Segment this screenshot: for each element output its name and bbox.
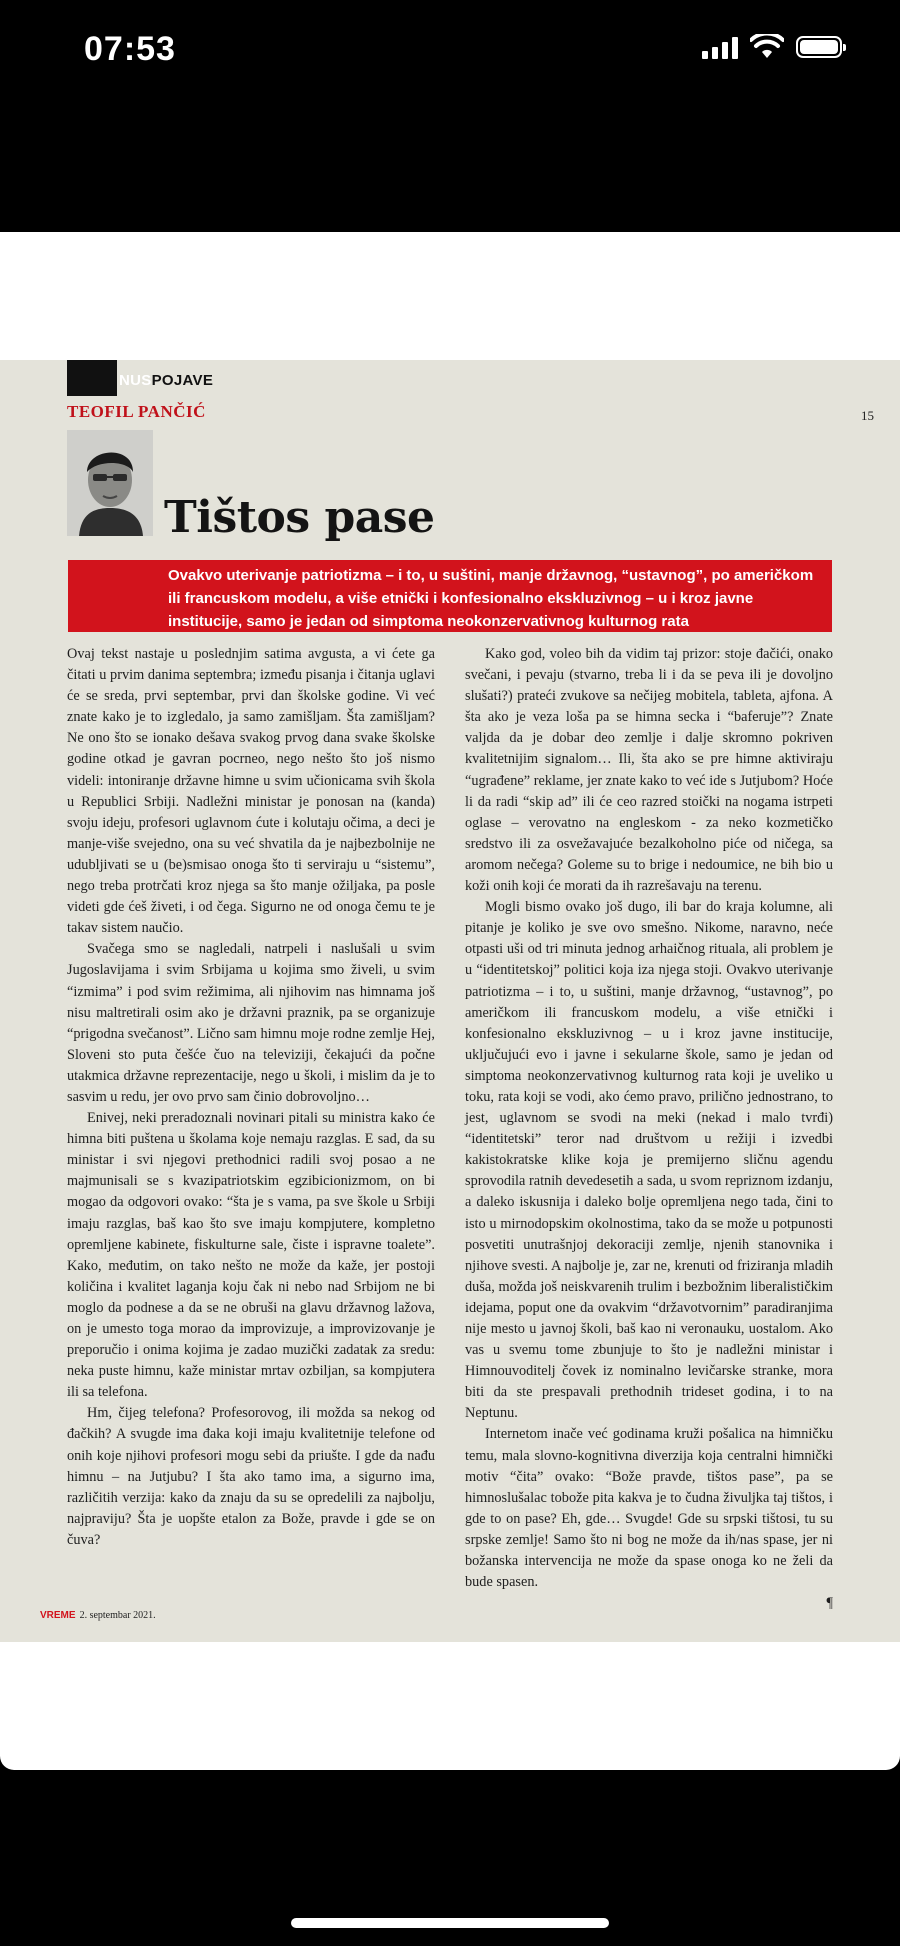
status-bar bbox=[0, 0, 900, 100]
article-lede: Ovakvo uterivanje patriotizma – i to, u suštini, manje državnog, “ustavnog”, po američkom ili francuskom modelu, a više etnički i konfesionalno ekskluzivnog – u i kroz javne institucije, samo je jedan od simptoma neokonzervativnog kulturnog rata bbox=[68, 560, 832, 632]
home-indicator[interactable] bbox=[291, 1918, 609, 1928]
document-sheet bbox=[0, 232, 900, 1770]
paragraph: Enivej, neki preradoznali novinari pitali su ministra kako će himna biti puštena u školama koje nemaju razglas. E sad, da su ministar i svi njegovi prethodnici radili svoj posao a ne majmunisali se s kvazipatriotskim egzibicionizmom, on bi mogao da odgovori ovako: “šta je s vama, pa sve škole u Srbiji imaju razglas, baš kao što sve imaju kompjutere, kompletno opremljene kabinete, fiskulturne sale, čiste i ispravne toalete”. Kako, međutim, on tako nešto ne može da kaže, jer postoji količina i kvalitet laganja koju čak ni nebo nad Srbijom ne bi moglo da podnese a da se ne obruši na glavu državnog lažova, on je umesto toga morao da improvizuje, a improvizovanje je preporučio i onima kojima je zadao muzički zadatak za sredu: neka puste himnu, kaže ministar mrtav ozbiljan, sa kompjutera ili sa telefona. bbox=[67, 1110, 435, 1401]
paragraph: Mogli bismo ovako još dugo, ili bar do kraja kolumne, ali pitanje je koliko je sve ovo smešno. Nikome, naravno, neće otpasti uši od tri minuta jednog arhaičnog rituala, ali problem je u “identitetskoj” politici koja iza njega stoji. Ovakvo uterivanje patriotizma – i to, u suštini, manje državnog, “ustavnog”, po američkom ili francuskom modelu, a više etnički i konfesionalno ekskluzivnog – u i kroz javne institucije, uključujući evo i javne i sekularne škole, samo je jedan od simptoma neokonzervativnog kulturnog rata koji je uveliko u toku, rata koji se vodi, ako ćemo pravo, prilično jednostrano, to jest, uglavnom se svodi na meki (nekad i malo tvrđi) “identitetski” teror nad društvom u režiji i izvedbi kakistokratske klike koja je premijerno sličnu agendu sprovodila ratnih devedesetih a sada, u svom repriznom izdanju, a daleko iskusnija i daleko bolje opremljena nego tada, čini to isto u mirnodopskim okolnostima, tako da se može u potpunosti posvetiti unutrašnjoj dekoraciji zemlje, njenih stanovnika i njihove svesti. A najbolje je, zar ne, krenuti od friziranja mladih duša, možda još neiskvarenih trulim i bezbožnim liberalističkim idejama, poput one da ovakvim “državotvornim” paradiranjima nije mesto u javnoj školi, baš kao ni veronauku, uostalom. Ako vas u svemu tome zbunjuje to što je nadležni ministar i Himnouvoditelj čovek iz nominalno levičarske stranke, mora biti da ste prespavali prethodnih trideset godina, i to na Neptunu. bbox=[465, 899, 833, 1422]
article-title: Tištos pase bbox=[164, 492, 435, 543]
article-body bbox=[67, 644, 833, 1614]
rubric-rest: POJAVE bbox=[151, 372, 214, 389]
author-portrait bbox=[67, 430, 153, 536]
body-column-right bbox=[465, 644, 833, 1614]
status-icons bbox=[702, 34, 842, 60]
paragraph: Ovaj tekst nastaje u poslednjim satima avgusta, a vi ćete ga čitati u prvim danima septembra; između pisanja i čitanja uglavi će se sreda, prvi septembar, prvi dan školske godine. Vi već znate kako je to izgledalo, ja samo zamišljam. Šta zamišljam? Ne ono što se ionako dešava svakog prvog dana svake školske godine otkad je gavran pocrneo, nego nešto što još nismo videli: intoniranje državne himne u svim učionicama svih škola u Republici Srbiji. Nadležni ministar je ponosan na (kanda) svoju ideju, profesori uglavnom ćute i kolutaju očima, a deci je manje-više svejedno, ona su već shvatila da je najbezbolnije ne udubljivati se u (be)smisao onoga što ti serviraju u “sistemu”, nego treba protrčati kroz njega sa što manje ožiljaka, pa posle videti gde ćeš živeti, i od čega. Sigurno ne od onoga čemu te je takav sistem naučio. bbox=[67, 646, 435, 937]
paragraph: Hm, čijeg telefona? Profesorovog, ili možda sa nekog od đačkih? A svugde ima đaka koji imaju kvalitetnije telefone od onih koje njihovi profesori mogu sebi da priušte. I gde da nađu himnu – na Jutjubu? I šta ako tamo ima, a sigurno ima, različitih verzija: kako da znaju da su se opredelili za najbolju, najpraviju? Šta je uopšte etalon za Bože, pravde i gde se on čuva? bbox=[67, 1405, 435, 1548]
paragraph: Kako god, voleo bih da vidim taj prizor: stoje đačići, onako svečani, i pevaju (stvarno, treba li i da se peva ili je dovoljno slušati?) prateći zvukove sa nečijeg mobitela, tableta, ajfona. A šta ako je veza loša pa se himna secka i “baferuje”? Znate valjda da je dobar deo zemlje i dalje skromno pokriven kvalitetnijim signalom… Ili, šta ako se pre himne aktiviraju “ugrađene” reklame, jer znate kako to već ide s Jutjubom? Hoće li da radi “skip ad” ili će ceo razred stoički na nogama istrpeti oglase – verovatno na engleskom - za neko kozmetičko sredstvo ili za osvežavajuće bezalkoholno piće od ničega, sa aromom nečega? Goleme su to brige i nedoumice, ne bih bio u koži onih koji će morati da ih razrešavaju na terenu. bbox=[465, 646, 833, 895]
paragraph: Svačega smo se nagledali, natrpeli i naslušali u svim Jugoslavijama i svim Srbijama u kojima smo živeli, u svim “izmima” i pod svim režimima, ali njihovim nas himnama još nisu maltretirali osim ako je državni praznik, pa se organizuje “prigodna svečanost”. Lično sam himnu moje rodne zemlje Hej, Sloveni sto puta češće čuo na televiziji, čekajući da počne utakmica državne reprezentacije, nego u školi, i mislim da je to sasvim u redu, jer ovo prvo sam činio dobrovoljno… bbox=[67, 941, 435, 1105]
rubric-label bbox=[119, 372, 213, 389]
rubric-prefix: NUS bbox=[119, 372, 152, 389]
footer-date: 2. septembar 2021. bbox=[79, 1610, 156, 1621]
battery-icon bbox=[796, 36, 842, 58]
page-footer bbox=[40, 1610, 156, 1621]
footer-brand: VREME bbox=[40, 1610, 76, 1621]
rubric-block bbox=[67, 360, 117, 396]
page-number: 15 bbox=[861, 408, 874, 423]
body-column-left bbox=[67, 644, 435, 1614]
wifi-icon bbox=[750, 34, 784, 60]
author-name: TEOFIL PANČIĆ bbox=[67, 402, 206, 421]
paragraph: Internetom inače već godinama kruži pošalica na himničku temu, mala slovno-kognitivna diverzija koja centralni himnički motiv “čita” ovako: “Bože pravde, tištos pase”, pa se himnoslušalac tobože pita kakva je to čudna živuljka taj tištos, i gde to on pase? Eh, gde… Svugde! Gde su srpski tištosi, tu su srpske zemlje! Samo što ni bog ne može da ih/nas spase, jer ni božanska intervencija ne može da spase onoga ko ne želi da bude spasen. bbox=[465, 1426, 833, 1591]
signal-icon bbox=[702, 35, 738, 59]
magazine-page bbox=[0, 360, 900, 1642]
end-mark: ¶ bbox=[826, 1595, 833, 1612]
status-time: 07:53 bbox=[84, 30, 176, 68]
